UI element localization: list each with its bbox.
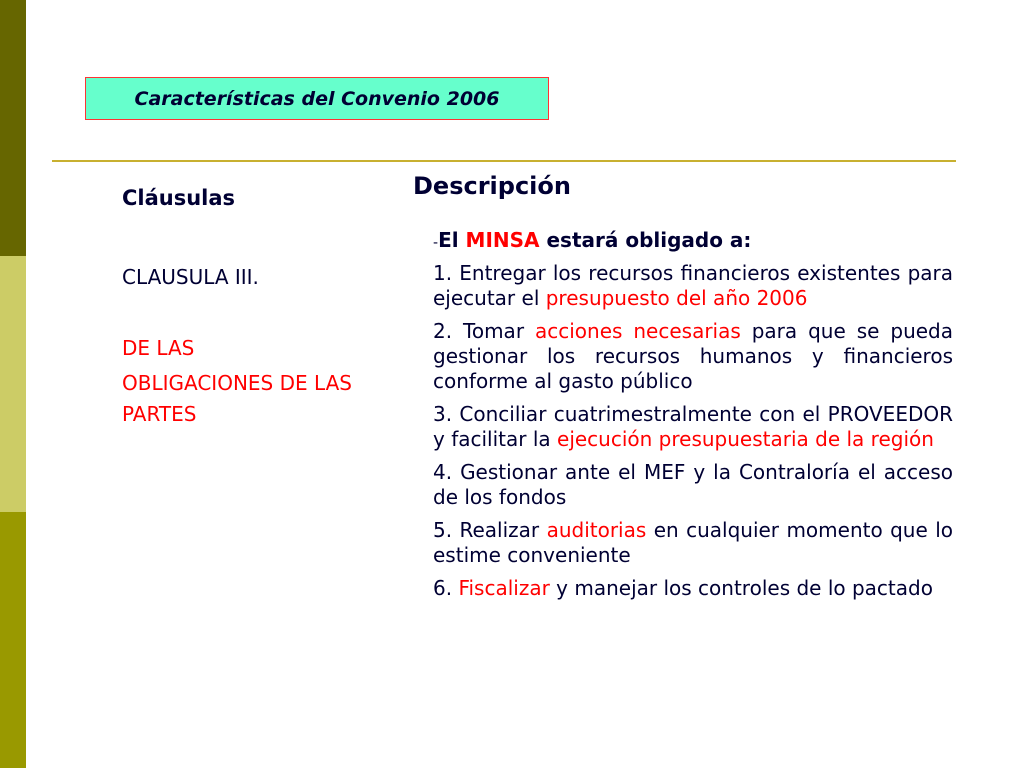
obligaciones-line-2: OBLIGACIONES DE LAS PARTES <box>122 371 352 426</box>
item-highlight: presupuesto del año 2006 <box>545 286 808 310</box>
side-bar-top <box>0 0 26 256</box>
clausulas-heading: Cláusulas <box>122 186 236 210</box>
obligation-item-5 <box>433 518 953 568</box>
item-highlight: Fiscalizar <box>458 576 550 600</box>
description-column <box>433 226 953 609</box>
obligation-item-3 <box>433 402 953 452</box>
slide-title <box>85 77 549 120</box>
item-text: 4. Gestionar ante el MEF y la Contraloría el acceso de los fondos <box>433 460 953 509</box>
item-text: 1. Entregar los recursos financieros existentes para ejecutar el <box>433 261 953 310</box>
obligation-item-1 <box>433 261 953 311</box>
side-bar-bottom <box>0 512 26 768</box>
obligaciones-line-1: DE LAS <box>122 336 195 360</box>
divider-line <box>52 160 956 162</box>
obligaciones-label <box>122 333 392 430</box>
item-highlight: acciones necesarias <box>534 319 741 343</box>
item-text: 2. Tomar <box>433 319 535 343</box>
clausula-label: CLAUSULA III. <box>122 265 259 289</box>
descripcion-heading: Descripción <box>413 172 571 200</box>
obligation-item-6 <box>433 576 953 601</box>
obligation-item-4 <box>433 460 953 510</box>
item-text-after: en cualquier momento que lo estime conveniente <box>433 518 953 567</box>
item-text: 3. Conciliar cuatrimestralmente con el PROVEEDOR y facilitar la <box>433 402 953 451</box>
obligation-intro <box>433 226 953 257</box>
intro-rest: estará obligado a: <box>539 228 752 252</box>
slide-title-text: Características del Convenio 2006 <box>134 87 500 110</box>
item-text-after: para que se pueda gestionar los recursos humanos y financieros conforme al gasto público <box>433 319 953 393</box>
intro-minsa: MINSA <box>465 228 540 252</box>
item-highlight: auditorias <box>546 518 647 542</box>
item-text: 5. Realizar <box>433 518 547 542</box>
item-highlight: ejecución presupuestaria de la región <box>557 427 934 451</box>
side-bar-middle <box>0 256 26 512</box>
intro-dash: - <box>433 235 439 251</box>
intro-el: El <box>438 228 466 252</box>
item-text: 6. <box>433 576 459 600</box>
item-text-after: y manejar los controles de lo pactado <box>549 576 933 600</box>
obligation-item-2 <box>433 319 953 394</box>
